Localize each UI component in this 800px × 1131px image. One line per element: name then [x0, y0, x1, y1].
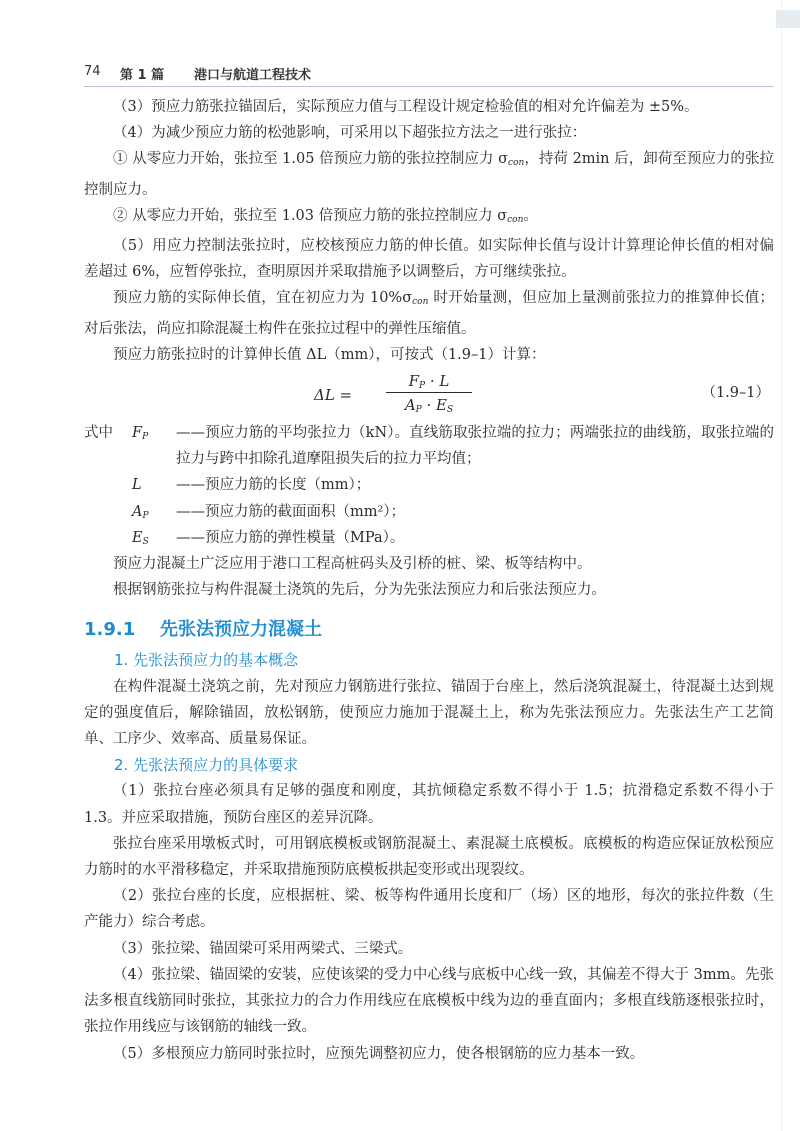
paragraph: [84, 285, 774, 341]
paragraph: 预应力筋张拉时的计算伸长值 ΔL（mm），可按式（1.9–1）计算：: [113, 346, 546, 363]
subscript: con: [507, 214, 524, 225]
legend-symbol: [132, 472, 142, 498]
formula-denominator: [386, 393, 472, 417]
paragraph: （3）预应力筋张拉锚固后，实际预应力值与工程设计规定检验值的相对允许偏差为 ±5%。: [113, 99, 699, 115]
paragraph: （1）张拉台座必须具有足够的强度和刚度，其抗倾稳定系数不得小于 1.5；抗滑稳定系数不得小于 1.3。并应采取措施，预防台座区的差异沉降。: [84, 783, 774, 826]
header-rule: [84, 86, 774, 87]
paragraph: （2）张拉台座的长度，应根据桩、梁、板等构件通用长度和厂（场）区的地形，每次的张拉件数（生产能力）综合考虑。: [84, 888, 774, 931]
page-content: [84, 94, 774, 1067]
legend-text: ——预应力筋的截面面积（mm²）；: [176, 503, 406, 520]
header-title: 港口与航道工程技术: [194, 68, 312, 83]
subsection-heading: 1. 先张法预应力的基本概念: [114, 651, 299, 670]
paragraph: （5）多根预应力筋同时张拉时，应预先调整初应力，使各根钢筋的应力基本一致。: [113, 1045, 645, 1062]
paragraph: （5）用应力控制法张拉时，应校核预应力筋的伸长值。如实际伸长值与设计计算理论伸长值的相对偏差超过 6%，应暂停张拉，查明原因并采取措施予以调整后，方可继续张拉。: [84, 238, 774, 281]
page-number: 74: [84, 64, 101, 79]
paragraph: （3）张拉梁、锚固梁可采用两梁式、三梁式。: [113, 940, 413, 957]
subscript: con: [508, 158, 525, 169]
legend-text: ——预应力筋的长度（mm）；: [176, 477, 371, 494]
paragraph: （4）张拉梁、锚固梁的安装，应使该梁的受力中心线与底板中心线一致，其偏差不得大于 3mm。先张法多根直线筋同时张拉，其张拉力的合力作用线应在底模板中线为边的垂直面内；多根直线筋逐根张拉时，张拉作用线应与该钢筋的轴线一致。: [84, 966, 774, 1036]
paragraph: [84, 146, 774, 202]
symbol-subscript: S: [142, 536, 149, 547]
paragraph: 张拉台座采用墩板式时，可用钢底模板或钢筋混凝土、素混凝土底模板。底模板的构造应保证放松预应力筋时的水平滑移稳定，并采取措施预防底模板拱起变形或出现裂纹。: [84, 835, 774, 879]
legend-lead: 式中: [84, 425, 113, 442]
symbol: A: [132, 503, 143, 520]
paragraph: （4）为减少预应力筋的松弛影响，可采用以下超张拉方法之一进行张拉：: [113, 125, 587, 142]
denominator-mid: · E: [421, 396, 447, 415]
symbol: F: [132, 425, 143, 442]
header-part: 第 1 篇: [120, 68, 165, 83]
legend-row: [84, 499, 774, 525]
denominator-subscript-2: S: [447, 405, 454, 416]
legend-row: [84, 525, 774, 551]
section-number: 1.9.1: [84, 619, 136, 641]
symbol: L: [132, 477, 142, 494]
legend-symbol: [132, 420, 148, 450]
legend-symbol: [132, 525, 149, 555]
text: ② 从零应力开始，张拉至 1.03 倍预应力筋的张拉控制应力 σ: [113, 207, 508, 224]
formula-block: [84, 368, 774, 420]
denominator-symbol: A: [404, 396, 416, 415]
paragraph: [84, 203, 774, 233]
section-heading: [84, 613, 774, 647]
legend-text: ——预应力筋的平均张拉力（kN）。直线筋取张拉端的拉力；两端张拉的曲线筋，取张拉端的拉力与跨中扣除孔道摩阻损失后的拉力平均值；: [176, 425, 774, 468]
legend-row: [84, 472, 774, 498]
running-header: [84, 60, 774, 86]
text: 预应力筋的实际伸长值，宜在初应力为 10%σ: [113, 290, 413, 307]
symbol-subscript: P: [142, 432, 149, 443]
formula-number: （1.9–1）: [701, 385, 770, 402]
subsection-heading: 2. 先张法预应力的具体要求: [114, 756, 299, 775]
symbol: E: [132, 529, 143, 546]
numerator-symbol: F: [408, 372, 420, 391]
page-edge-tab: [776, 10, 800, 28]
paragraph: 在构件混凝土浇筑之前，先对预应力钢筋进行张拉、锚固于台座上，然后浇筑混凝土，待混凝土达到规定的强度值后，解除锚固，放松钢筋，使预应力施加于混凝土上，称为先张法预应力。先张法生产工艺简单、工序少、效率高、质量易保证。: [84, 678, 774, 748]
denominator-subscript: P: [415, 405, 422, 416]
text: 时开始量测，但应加上量测前张拉力的推算伸长值；对后张法，尚应扣除混凝土构件在张拉过程中的弹性压缩值。: [84, 290, 775, 337]
formula-legend: [84, 420, 774, 551]
page-edge: [781, 0, 782, 1131]
numerator-subscript: P: [419, 381, 426, 392]
text: 。: [523, 207, 538, 224]
text: ① 从零应力开始，张拉至 1.05 倍预应力筋的张拉控制应力 σ: [113, 151, 509, 168]
formula-lhs: ΔL =: [314, 386, 353, 405]
paragraph: 根据钢筋张拉与构件混凝土浇筑的先后，分为先张法预应力和后张法预应力。: [113, 582, 606, 599]
paragraph: 预应力混凝土广泛应用于港口工程高桩码头及引桥的桩、梁、板等结构中。: [113, 556, 592, 573]
legend-row: [84, 420, 774, 472]
numerator-tail: · L: [425, 372, 450, 391]
text: ，持荷 2min 后，卸荷至预应力的张拉控制应力。: [84, 151, 775, 198]
formula-fraction: [386, 370, 472, 417]
section-title: 先张法预应力混凝土: [160, 619, 322, 641]
legend-text: ——预应力筋的弹性模量（MPa）。: [176, 529, 405, 546]
formula-numerator: [386, 370, 472, 392]
subscript: con: [412, 297, 429, 308]
symbol-subscript: P: [142, 510, 149, 521]
